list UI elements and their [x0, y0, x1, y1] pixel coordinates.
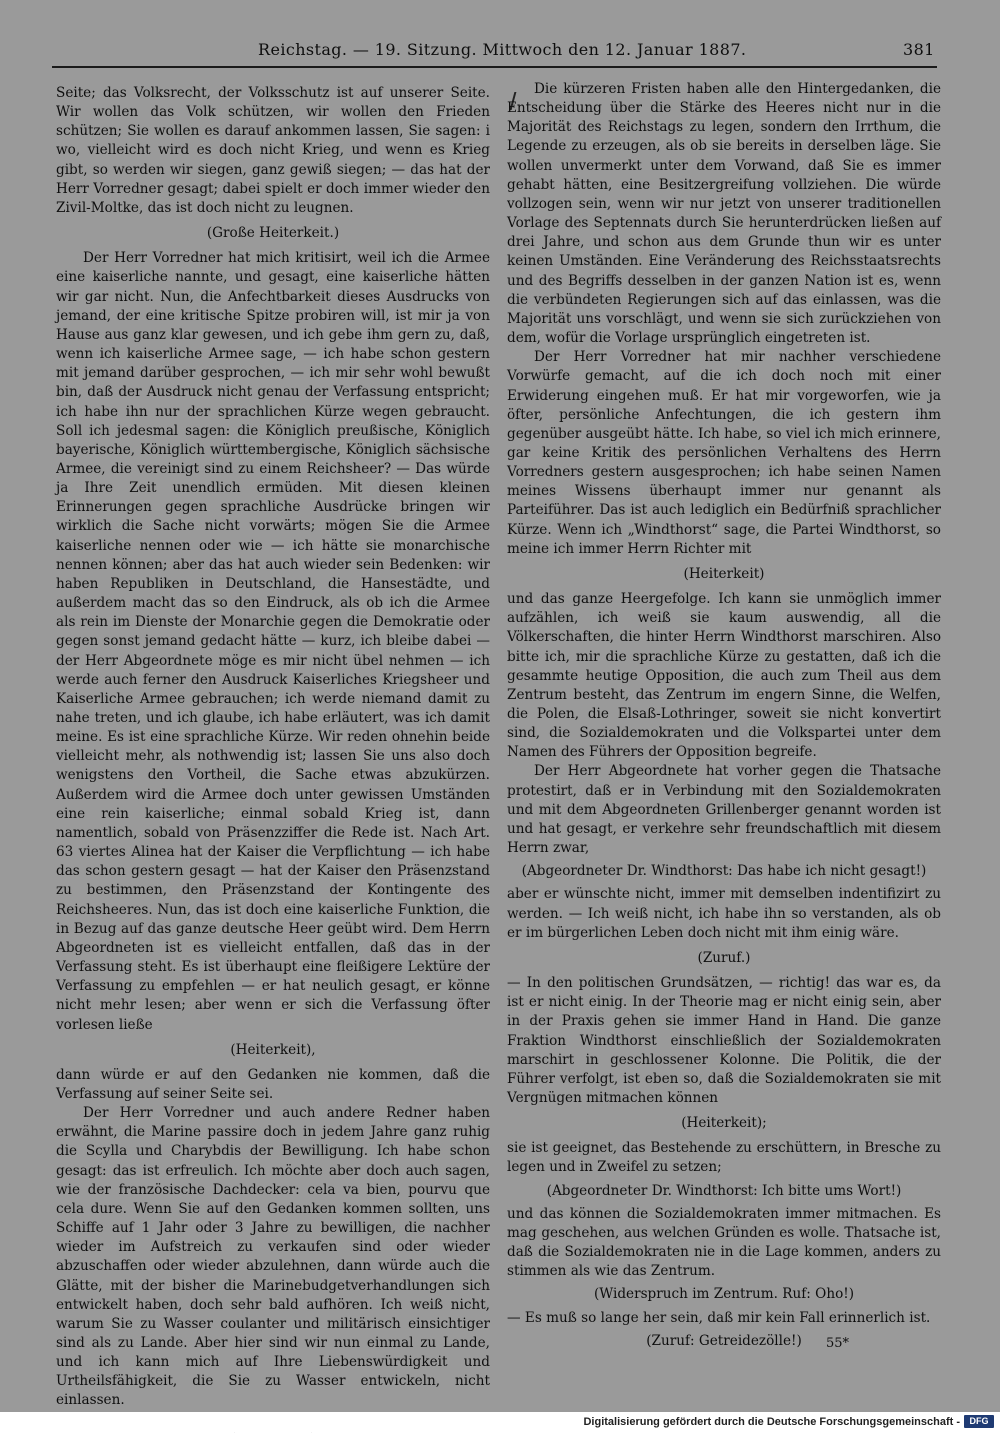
- paragraph: Die kürzeren Fristen haben alle den Hintergedanken, die Entscheidung über die Stärke des Heeres nicht nur in die Majorität des Reichstags zu legen, sondern den Irrthum, die Legende zu erzeugen, als ob sie bereits in derselben läge. Sie wollen unvermerkt unter dem Vorwand, daß Sie es immer gehabt hätten, eine Besitzergreifung vollziehen. Die würde vollzogen sein, wenn wir nur jetzt von unserer traditionellen Vorlage des Septennats durch Sie herunterdrücken ließen auf drei Jahre, und schon aus dem Grunde thun wir es unter keinen Umständen. Eine Veränderung des Reichsstaatsrechts und des Begriffs desselben in der ganzen Nation ist es, wenn die verbündeten Regierungen sich auf das einlassen, was die Majorität uns vorschlägt, und wenn sie sich zurückziehen von dem, wofür die Vorlage ursprünglich eingetreten ist.: [507, 81, 941, 347]
- interjection: (Abgeordneter Dr. Windthorst: Das habe ich nicht gesagt!): [521, 863, 927, 880]
- paragraph: dann würde er auf den Gedanken nie kommen, daß die Verfassung auf seiner Seite sei.: [56, 1066, 490, 1102]
- dfg-logo: DFG: [964, 1415, 994, 1428]
- paragraph: Der Herr Vorredner hat mich kritisirt, weil ich die Armee eine kaiserliche nannte, und gesagt, eine kaiserliche hätten wir gar nicht. Nun, die Anfechtbarkeit dieses Ausdrucks von jemand, der eine kritische Spitze probiren will, ist mir ja von Hause aus ganz klar gewesen, und ich gebe ihm gern zu, daß, wenn ich kaiserliche Armee sage, — ich habe schon gestern mit jemand darüber gesprochen, — ich mir sehr wohl bewußt bin, daß der Ausdruck nicht genau der Verfassung entspricht; ich habe ihn nur der sprachlichen Kürze wegen gebraucht. Soll ich jedesmal sagen: die Königlich preußische, Königlich bayerische, Königlich württembergische, Königlich sächsische Armee, die vereinigt sind zu einem Reichsheer? — Das würde ja Ihre Zeit unendlich ermüden. Mit diesen kleinen Erinnerungen gegen sprachliche Ausdrücke bringen wir wirklich die Sache nicht vorwärts; mögen Sie die Armee kaiserliche nennen oder wie — ich hätte sie monarchische nennen können; aber das hat auch wieder sein Bedenken: wir haben Republiken in Deutschland, die Hansestädte, und außerdem macht das so den Eindruck, als ob ich die Armee als rein im Dienste der Monarchie gegen die Demokratie oder gegen sonst jemand gedacht hätte — kurz, ich bleibe dabei — der Herr Abgeordnete möge es mir nicht übel nehmen — ich werde auch ferner den Ausdruck Kaiserliches Kriegsheer und Kaiserliche Armee gebrauchen; ich werde niemand damit zu nahe treten, und ich glaube, ich habe erläutert, was ich damit meine. Es ist eine sprachliche Kürze. Wir reden ohnehin beide vielleicht mehr, als nothwendig ist; lassen Sie uns also doch wenigstens den Vortheil, die Sache etwas abzukürzen. Außerdem wird die Armee doch unter gewissen Umständen eine rein kaiserliche; einmal sobald Krieg ist, dann namentlich, sobald von Präsenzziffer die Rede ist. Nach Art. 63 viertes Alinea hat der Kaiser die Verpflichtung — ich habe das schon gestern gesagt — hat der Kaiser den Präsenzstand zu bestimmen, den Präsenzstand der Kontingente des Reichsheeres. Nun, das ist doch eine kaiserliche Funktion, die in Bezug auf das ganze deutsche Heer geübt wird. Dem Herrn Abgeordneten ist es vielleicht entfallen, daß das in der Verfassung steht. Es ist überhaupt eine fleißigere Lektüre der Verfassung zu empfehlen — er hat neulich gesagt, er könne nicht mehr lesen; aber wenn er sich die Verfassung öfter vorlesen ließe: [56, 250, 490, 1033]
- interjection: (Heiterkeit),: [230, 1041, 316, 1058]
- interjection: (Heiterkeit): [683, 565, 765, 582]
- paragraph: Der Herr Vorredner und auch andere Redner haben erwähnt, die Marine passire doch in jedem Jahre ganz ruhig die Scylla und Charybdis der Bewilligung. Ich habe schon gesagt: das ist erfreulich. Ich möchte aber doch auch sagen, wie der französische Dachdecker: cela va bien, pourvu que cela dure. Wenn Sie auf den Gedanken kommen sollten, uns Schiffe auf 1 Jahr oder 3 Jahre zu bewilligen, die nachher wieder im Aufstreich zu verkaufen sind oder wieder abzuschaffen oder wieder abzulehnen, dann würde auch die Glätte, mit der bisher die Marinebudgetverhandlungen sich entwickelt haben, doch sehr bald aufhören. Ich weiß nicht, warum Sie zu Wasser coulanter und militärisch einsichtiger sind als zu Lande. Aber hier sind wir nun einmal zu Lande, und ich kann mich auf Ihre Liebenswürdigkeit und Urtheilsfähigkeit, die Sie zu Wasser entwickeln, nicht einlassen.: [56, 1105, 490, 1409]
- paragraph: und das können die Sozialdemokraten immer mitmachen. Es mag geschehen, aus welchen Gründen es wolle. Thatsache ist, daß die Sozialdemokraten nie in die Lage kommen, anders zu stimmen als wie das Zentrum.: [507, 1205, 941, 1280]
- paragraph: Der Herr Vorredner hat mir nachher verschiedene Vorwürfe gemacht, auf die ich doch noch mit einer Erwiderung eingehen muß. Er hat mir vorgeworfen, wie ja öfter, persönliche Anfechtungen, die ich gestern ihm gegenüber ausgeübt hätte. Ich habe, so viel ich mich erinnere, gar keine Kritik des persönlichen Verhaltens des Herrn Vorredners gestern ausgesprochen; ich habe seinen Namen meines Wissens überhaupt immer nur genannt als Parteiführer. Das ist auch lediglich ein Bedürfniß sprachlicher Kürze. Wenn ich „Windthorst“ sage, die Partei Windthorst, so meine ich immer Herrn Richter mit: [507, 349, 941, 557]
- paragraph: aber er wünschte nicht, immer mit demselben indentifizirt zu werden. — Ich weiß nicht, ich habe ihn so verstanden, als ob er im bürgerlichen Leben doch nicht mit ihm einig wäre.: [507, 886, 941, 941]
- running-header: Reichstag. — 19. Sitzung. Mittwoch den 12. Januar 1887.: [258, 40, 747, 59]
- interjection: (Abgeordneter Dr. Windthorst: Ich bitte ums Wort!): [546, 1182, 902, 1199]
- page-number: 381: [903, 40, 935, 59]
- interjection: (Zuruf.): [697, 949, 751, 966]
- signature-mark: 55*: [826, 1336, 850, 1351]
- funding-notice: Digitalisierung gefördert durch die Deutsche Forschungsgemeinschaft -: [583, 1416, 960, 1428]
- paragraph: — Es muß so lange her sein, daß mir kein Fall erinnerlich ist.: [507, 1309, 931, 1326]
- interjection: (Heiterkeit);: [681, 1115, 767, 1132]
- paragraph: — In den politischen Grundsätzen, — richtig! das war es, da ist er nicht einig. In der Theorie mag er nicht einig sein, aber in der Praxis gehen sie immer Hand in Hand. Die ganze Fraktion Windthorst einschließlich der Sozialdemokraten marschirt in geschlossener Kolonne. Die Politik, die der Führer verfolgt, ist eben so, daß die Sozialdemokraten sie mit Vergnügen mitmachen können: [507, 975, 941, 1106]
- paragraph: und das ganze Heergefolge. Ich kann sie unmöglich immer aufzählen, ich weiß sie kaum auswendig, all die Völkerschaften, die hinter Herrn Windthorst marschiren. Also bitte ich, mir die sprachliche Kürze zu gestatten, daß ich die gesammte heutige Opposition, die auch zum Theil aus dem Zentrum besteht, das Zentrum im engern Sinne, die Welfen, die Polen, die Elsaß-Lothringer, soweit sie nicht konvertirt sind, die Sozialdemokraten und die Volkspartei unter dem Namen des Führers der Opposition begreife.: [507, 591, 941, 761]
- paragraph: Der Herr Abgeordnete hat vorher gegen die Thatsache protestirt, daß er in Verbindung mit den Sozialdemokraten und mit dem Abgeordneten Grillenberger genannt worden ist und hat gesagt, er verkehre sehr freundschaftlich mit diesem Herrn zwar,: [507, 763, 941, 857]
- left-column: [56, 80, 490, 1442]
- footer-bar: [0, 1412, 1000, 1432]
- right-column: [507, 80, 941, 1355]
- interjection: (Widerspruch im Zentrum. Ruf: Oho!): [593, 1286, 855, 1303]
- interjection: (Große Heiterkeit.): [206, 225, 340, 242]
- interjection: (Zuruf: Getreidezölle!): [646, 1332, 802, 1349]
- paragraph: sie ist geeignet, das Bestehende zu erschüttern, in Bresche zu legen und in Zweifel zu setzen;: [507, 1140, 941, 1176]
- paragraph: Seite; das Volksrecht, der Volksschutz ist auf unserer Seite. Wir wollen das Volk schützen, wir wollen den Frieden schützen; Sie wollen es darauf ankommen lassen, Sie sagen: i wo, vielleicht wird es doch nicht Krieg, und wenn es Krieg gibt, so werden wir siegen, ganz gewiß siegen; — das hat der Herr Vorredner gesagt; dabei spielt er doch immer wieder den Zivil-Moltke, das ist doch nicht zu leugnen.: [56, 85, 490, 216]
- header-rule: [52, 66, 937, 68]
